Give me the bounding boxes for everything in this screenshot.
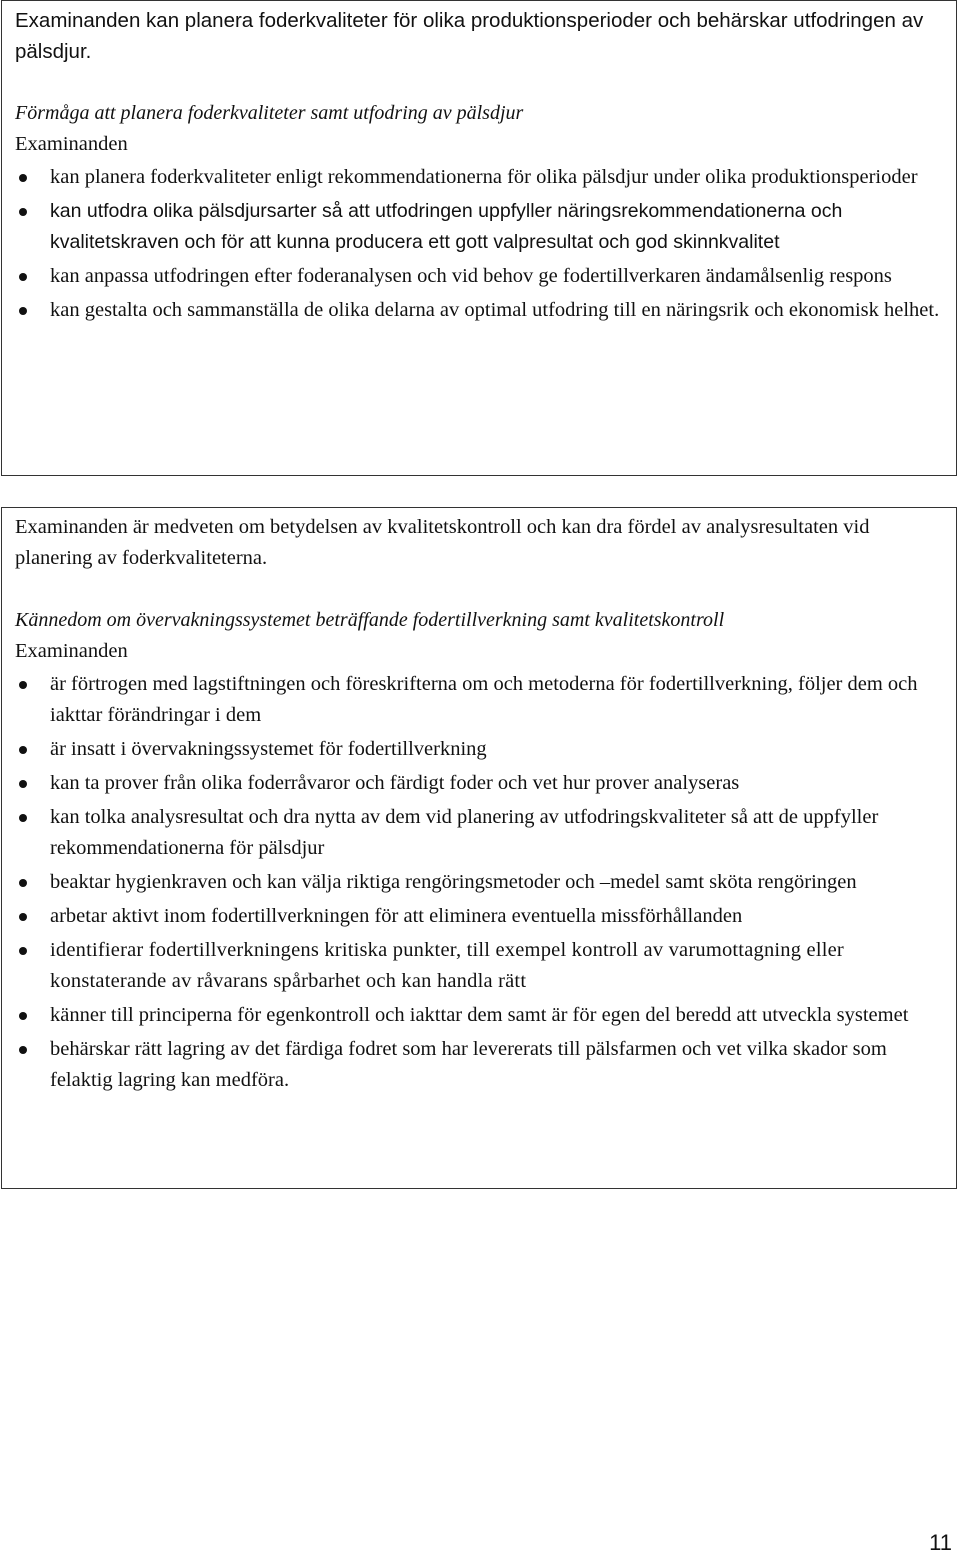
list-item-text: känner till principerna för egenkontroll och iakttar dem samt är för egen del beredd att utveckla systemet [50, 1004, 909, 1026]
bullet-icon [19, 1012, 27, 1020]
bullet-icon [19, 746, 27, 754]
bullet-icon [19, 913, 27, 921]
list-item-text: behärskar rätt lagring av det färdiga fodret som har levererats till pälsfarmen och vet vilka skador som felaktig lagring kan medföra. [50, 1038, 887, 1091]
bullet-icon [19, 273, 27, 281]
section-subheading: Kännedom om övervakningssystemet beträffande fodertillverkning samt kvalitetskontroll [15, 609, 725, 631]
bullet-icon [19, 879, 27, 887]
bullet-icon [19, 947, 27, 955]
page-number: 11 [929, 1530, 952, 1555]
list-item [15, 1034, 943, 1096]
list-item-text: arbetar aktivt inom fodertillverkningen för att eliminera eventuella missförhållanden [50, 905, 743, 927]
section-intro: Examinanden kan planera foderkvaliteter för olika produktionsperioder och behärskar utfodringen av pälsdjur. [15, 9, 924, 63]
bullet-icon [19, 208, 27, 216]
list-item [15, 867, 943, 898]
list-item [15, 734, 943, 765]
spacer [15, 67, 943, 98]
list-item-text: identifierar fodertillverkningens kritiska punkter, till exempel kontroll av varumottagning eller konstaterande av råvarans spårbarhet och kan handla rätt [50, 939, 844, 992]
list-item [15, 261, 943, 292]
competence-box-quality-control [1, 507, 957, 1189]
list-item-text: är förtrogen med lagstiftningen och föreskrifterna om och metoderna för fodertillverkning, följer dem och iakttar förändringar i dem [50, 673, 918, 726]
bullet-icon [19, 814, 27, 822]
bullet-icon [19, 1046, 27, 1054]
list-item-text: kan ta prover från olika foderråvaror och färdigt foder och vet hur prover analyseras [50, 772, 740, 794]
list-item-text: beaktar hygienkraven och kan välja riktiga rengöringsmetoder och –medel samt sköta rengöringen [50, 871, 857, 893]
section-lead: Examinanden [15, 133, 128, 155]
list-item-text: kan anpassa utfodringen efter foderanalysen och vid behov ge fodertillverkaren ändamålsenlig respons [50, 265, 892, 287]
list-item [15, 802, 943, 864]
list-item-text: kan gestalta och sammanställa de olika delarna av optimal utfodring till en näringsrik och ekonomisk helhet. [50, 299, 940, 321]
list-item-text: kan planera foderkvaliteter enligt rekommendationerna för olika pälsdjur under olika produktionsperioder [50, 166, 918, 188]
list-item [15, 901, 943, 932]
section-subheading: Förmåga att planera foderkvaliteter samt utfodring av pälsdjur [15, 102, 524, 124]
list-item [15, 295, 943, 326]
bullet-icon [19, 681, 27, 689]
section-intro: Examinanden är medveten om betydelsen av kvalitetskontroll och kan dra fördel av analysresultaten vid planering av foderkvaliteterna. [15, 516, 870, 569]
criteria-list [15, 162, 943, 326]
list-item-text: kan tolka analysresultat och dra nytta av dem vid planering av utfodringskvaliteter så att de uppfyller rekommendationerna för pälsdjur [50, 806, 879, 859]
list-item-text: är insatt i övervakningssystemet för fodertillverkning [50, 738, 487, 760]
list-item-text: kan utfodra olika pälsdjursarter så att utfodringen uppfyller näringsrekommendationerna och kvalitetskraven och för att kunna producera ett gott valpresultat och god skinnkvalitet [50, 200, 843, 253]
spacer [15, 574, 943, 605]
bullet-icon [19, 780, 27, 788]
bullet-icon [19, 307, 27, 315]
list-item [15, 196, 943, 258]
list-item [15, 768, 943, 799]
bullet-icon [19, 174, 27, 182]
criteria-list [15, 669, 943, 1096]
list-item [15, 935, 943, 997]
list-item [15, 162, 943, 193]
list-item [15, 669, 943, 731]
competence-box-feeding [1, 0, 957, 476]
section-lead: Examinanden [15, 640, 128, 662]
list-item [15, 1000, 943, 1031]
